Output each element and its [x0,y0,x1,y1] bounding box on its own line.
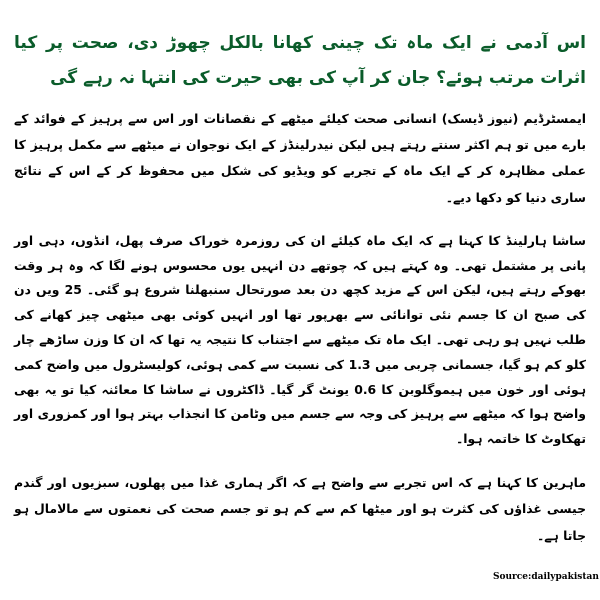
article-paragraph-experts: ماہرین کا کہنا ہے کہ اس تجربے سے واضح ہے کہ اگر ہماری غذا میں پھلوں، سبزیوں اور گندم جیسی غذاؤں کی کثرت ہو اور میٹھا کم سے کم ہو تو جسم صحت کی نعمتوں سے مالامال ہو جاتا ہے۔ [14,474,586,543]
article-headline: اس آدمی نے ایک ماہ تک چینی کھانا بالکل چھوڑ دی، صحت پر کیا اثرات مرتب ہوئے؟ جان کر آپ کی بھی حیرت کی انتہا نہ رہے گی [14,33,586,88]
article-paragraph-experience: ساشا ہارلینڈ کا کہنا ہے کہ ایک ماہ کیلئے ان کی روزمرہ خوراک صرف پھل، انڈوں، دہی اور پانی پر مشتمل تھی۔ وہ کہتے ہیں کہ چوتھے دن انہیں یوں محسوس ہونے لگا کہ وہ ہر وقت بھوکے رہتے ہیں، لیکن اس کے مزید کچھ دن بعد صورتحال سنبھلنا شروع ہو گئی۔ 25 ویں دن کی صبح ان کا جسم نئی توانائی سے بھرپور تھا اور انہیں کوئی بھی میٹھی چیز کھانے کی طلب نہیں ہو رہی تھی۔ ایک ماہ تک میٹھے سے اجتناب کا نتیجہ یہ تھا کہ ان کا وزن ساڑھے چار کلو کم ہو گیا، جسمانی چربی میں 1.3 کی نسبت سے کمی ہوئی، کولیسٹرول میں واضح کمی ہوئی اور خون میں ہیموگلوبن کا 0.6 یونٹ گر گیا۔ ڈاکٹروں نے ساشا کا معائنہ کیا تو یہ بھی واضح ہوا کہ میٹھے سے پرہیز کی وجہ سے جسم میں وٹامن کا انجذاب بہتر ہوا اور کمزوری اور تھکاوٹ کا خاتمہ ہوا۔ [14,232,586,447]
article-paragraph-intro: ایمسٹرڈیم (نیوز ڈیسک) انسانی صحت کیلئے میٹھے کے نقصانات اور اس سے پرہیز کے فوائد کے بارے میں تو ہم اکثر سنتے رہتے ہیں لیکن نیدرلینڈز کے ایک نوجوان نے میٹھے سے مکمل پرہیز کا عملی مظاہرہ کر کے ایک ماہ کے تجربے کو ویڈیو کی شکل میں محفوظ کر کے اس کے نتائج ساری دنیا کو دکھا دیے۔ [14,111,586,205]
source-credit: Source:dailypakistan [493,572,599,582]
